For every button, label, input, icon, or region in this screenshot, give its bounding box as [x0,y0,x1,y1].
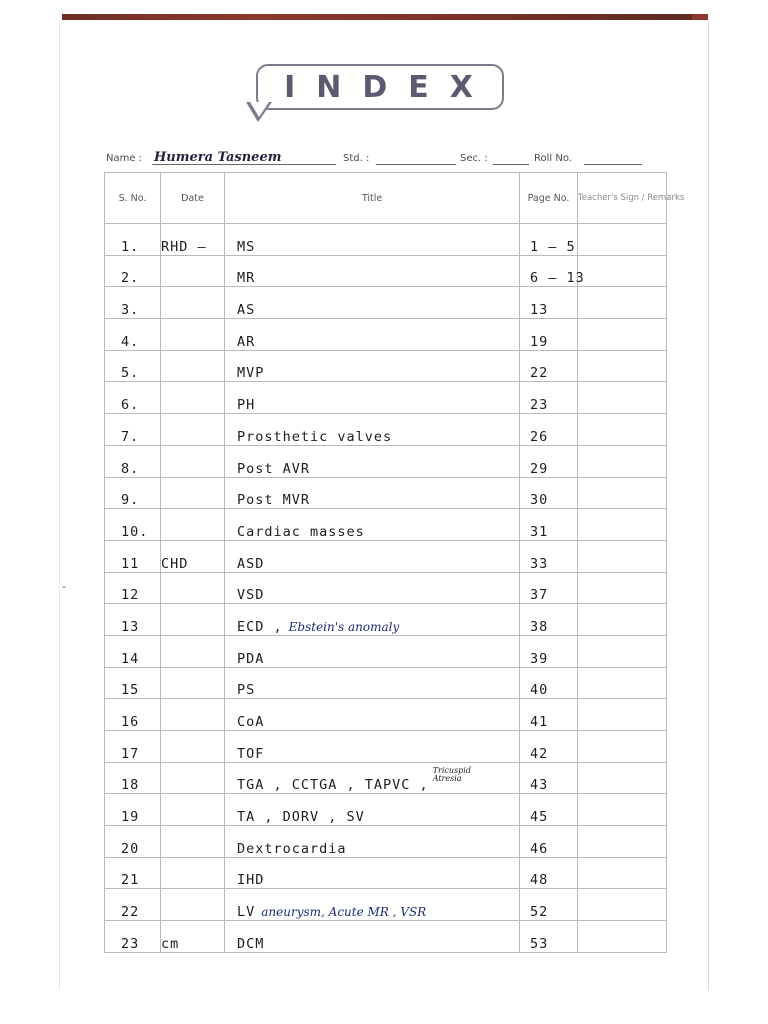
row-date [161,604,225,636]
row-remarks [578,382,667,414]
row-page-text: 22 [530,365,549,382]
row-sno-text: 6. [121,397,140,414]
row-page [520,889,578,921]
row-date [161,509,225,541]
row-page [520,667,578,699]
row-title-text: PS [237,682,256,699]
row-title [225,319,520,351]
column-header-date: Date [161,173,225,224]
table-row [105,414,667,446]
table-header-row [105,173,667,224]
row-remarks [578,794,667,826]
row-remarks [578,224,667,256]
table-row [105,319,667,351]
row-page [520,287,578,319]
row-title [225,762,520,794]
row-page [520,350,578,382]
column-header-page: Page No. [520,173,578,224]
row-title-text: MR [237,270,256,287]
row-sno [105,604,161,636]
row-title-text: IHD [237,872,265,889]
row-page [520,572,578,604]
row-page-text: 39 [530,650,549,667]
row-title-text: Post AVR [237,460,311,477]
row-sno-text: 16 [121,714,140,730]
row-title [225,445,520,477]
table-row [105,540,667,572]
row-page-text: 1 – 5 [530,238,576,255]
row-title [225,287,520,319]
row-sno [105,414,161,446]
row-page [520,635,578,667]
row-remarks [578,287,667,319]
row-page [520,540,578,572]
row-sno-text: 5. [121,365,140,382]
row-remarks [578,572,667,604]
row-page-text: 45 [530,809,549,826]
row-page-text: 23 [530,397,549,414]
row-sno [105,794,161,826]
row-sno [105,224,161,256]
row-title-text: PDA [237,650,265,667]
row-page [520,762,578,794]
row-title-text: ECD , [237,618,283,635]
row-page [520,255,585,287]
row-title-text: TOF [237,745,265,762]
row-sno [105,509,161,541]
row-remarks [578,350,667,382]
table-row [105,604,667,636]
row-page [520,857,578,889]
row-date [161,255,225,287]
row-sno [105,477,161,509]
row-remarks [578,699,667,731]
row-title-annotation: Tricuspid Atresia [432,766,471,784]
row-title [225,509,520,541]
row-title [225,826,520,858]
column-header-sno: S. No. [105,173,161,224]
row-title-extra: Ebstein's anomaly [288,619,400,634]
row-sno-text: 20 [121,840,140,857]
table-row [105,224,667,256]
row-page-text: 26 [530,428,549,445]
row-page [520,319,578,351]
row-title-text: PH [237,397,256,414]
row-sno [105,382,161,414]
row-page-text: 31 [530,523,549,540]
table-row [105,731,667,763]
table-row [105,509,667,541]
row-date [161,794,225,826]
row-page-text: 43 [530,777,549,794]
table-row [105,287,667,319]
index-table [104,172,685,953]
row-date [161,477,225,509]
row-page [520,509,578,541]
row-page-text: 41 [530,714,549,730]
row-title [225,667,520,699]
table-row [105,350,667,382]
column-header-title: Title [225,173,520,224]
row-title [225,604,520,636]
sec-label: Sec. : [460,153,488,164]
row-date [161,889,225,921]
row-title-text: MVP [237,365,265,382]
row-sno-text: 2. [121,270,140,287]
row-page [520,699,578,731]
row-title-text: CoA [237,714,265,730]
row-title-text: Cardiac masses [237,523,365,540]
row-date [161,224,225,256]
row-page [520,382,578,414]
row-sno [105,540,161,572]
row-page-text: 30 [530,492,549,509]
row-date [161,667,225,699]
row-date-text: cm [161,935,180,952]
row-sno [105,857,161,889]
row-date [161,540,225,572]
row-sno [105,350,161,382]
row-date [161,921,225,953]
std-label: Std. : [343,153,370,164]
row-sno [105,667,161,699]
row-date [161,382,225,414]
row-sno-text: 15 [121,682,140,699]
row-sno [105,287,161,319]
row-title-text: Prosthetic valves [237,428,393,445]
row-sno [105,572,161,604]
row-sno [105,731,161,763]
row-sno-text: 8. [121,460,140,477]
row-date [161,699,225,731]
row-sno-text: 12 [121,587,140,604]
table-body [105,224,667,953]
row-remarks [578,762,667,794]
row-title [225,794,520,826]
table-row [105,857,667,889]
table-row [105,445,667,477]
row-date [161,762,225,794]
row-sno-text: 11 [121,555,140,572]
row-sno-text: 4. [121,333,140,350]
row-sno-text: 10. [121,523,149,540]
row-remarks [578,635,667,667]
row-page [520,826,578,858]
row-title [225,857,520,889]
roll-label: Roll No. [534,153,572,164]
table-row [105,382,667,414]
row-page-text: 40 [530,682,549,699]
row-sno-text: 13 [121,618,140,635]
row-sno-text: 14 [121,650,140,667]
row-page-text: 37 [530,587,549,604]
row-date-text: RHD — [161,238,207,255]
row-remarks [578,445,667,477]
row-sno-text: 21 [121,872,140,889]
row-page-text: 33 [530,555,549,572]
row-sno [105,921,161,953]
row-title [225,731,520,763]
row-page-text: 19 [530,333,549,350]
row-title-text: TA , DORV , SV [237,809,365,826]
row-title-text: VSD [237,587,265,604]
table-row [105,921,667,953]
row-page [520,794,578,826]
row-page [520,604,578,636]
row-title [225,382,520,414]
index-title-bubble [256,64,504,110]
row-page-text: 13 [530,302,549,319]
table-row [105,762,667,794]
row-remarks [578,667,667,699]
row-title-text: TGA , CCTGA , TAPVC , [237,777,429,794]
row-sno-text: 1. [121,238,140,255]
row-page-text: 42 [530,745,549,762]
row-sno-text: 3. [121,302,140,319]
row-sno [105,255,161,287]
row-date [161,350,225,382]
table-row [105,889,667,921]
row-date [161,414,225,446]
row-title-text: LV [237,904,256,921]
row-sno [105,826,161,858]
row-page [520,477,578,509]
table-row [105,699,667,731]
row-page-text: 48 [530,872,549,889]
row-title-text: MS [237,238,256,255]
row-title-text: AS [237,302,256,319]
row-sno-text: 9. [121,492,140,509]
row-title-extra: aneurysm, Acute MR , VSR [261,905,427,920]
row-sno [105,699,161,731]
row-remarks [578,319,667,351]
row-remarks [578,731,667,763]
row-sno [105,889,161,921]
row-date [161,445,225,477]
row-page-text: 38 [530,618,549,635]
column-header-remarks: Teacher's Sign / Remarks [578,173,667,224]
name-label: Name : [106,153,143,164]
row-sno-text: 17 [121,745,140,762]
row-title [225,224,520,256]
row-title [225,572,520,604]
row-sno-text: 7. [121,428,140,445]
row-page-text: 6 – 13 [530,270,585,287]
row-remarks [578,826,667,858]
student-name: Humera Tasneem [154,150,282,165]
table-row [105,635,667,667]
row-page-text: 53 [530,935,549,952]
row-date-text: CHD [161,555,189,572]
row-title [225,414,520,446]
row-page [520,414,578,446]
row-page [520,731,578,763]
row-sno-text: 18 [121,777,140,794]
row-page [520,921,578,953]
row-sno [105,762,161,794]
row-page [520,224,578,256]
row-title [225,889,520,921]
row-sno [105,635,161,667]
row-title [225,699,520,731]
row-remarks [578,509,667,541]
table-row [105,255,667,287]
row-remarks [578,857,667,889]
row-page-text: 46 [530,840,549,857]
row-title-text: Dextrocardia [237,840,347,857]
row-title [225,255,520,287]
table-row [105,794,667,826]
row-page-text: 29 [530,460,549,477]
table-row [105,477,667,509]
row-date [161,826,225,858]
row-title [225,350,520,382]
row-title [225,921,520,953]
table-row [105,667,667,699]
row-date [161,857,225,889]
row-remarks [578,921,667,953]
row-date [161,731,225,763]
row-title [225,635,520,667]
student-info-line [106,148,666,168]
row-date [161,319,225,351]
page-title: INDEX [284,69,494,105]
row-remarks [578,477,667,509]
row-sno [105,445,161,477]
row-title [225,540,520,572]
row-title-text: DCM [237,935,265,952]
row-remarks [578,540,667,572]
row-remarks [578,889,667,921]
row-sno-text: 19 [121,809,140,826]
row-date [161,287,225,319]
row-title-text: AR [237,333,256,350]
row-remarks [578,604,667,636]
row-date [161,572,225,604]
row-remarks [578,414,667,446]
table-row [105,826,667,858]
row-sno-text: 23 [121,935,140,952]
row-sno [105,319,161,351]
row-page-text: 52 [530,904,549,921]
row-page [520,445,578,477]
row-title [225,477,520,509]
table-row [105,572,667,604]
row-remarks [578,255,667,287]
row-sno-text: 22 [121,904,140,921]
row-date [161,635,225,667]
row-title-text: Post MVR [237,492,311,509]
row-title-text: ASD [237,555,265,572]
